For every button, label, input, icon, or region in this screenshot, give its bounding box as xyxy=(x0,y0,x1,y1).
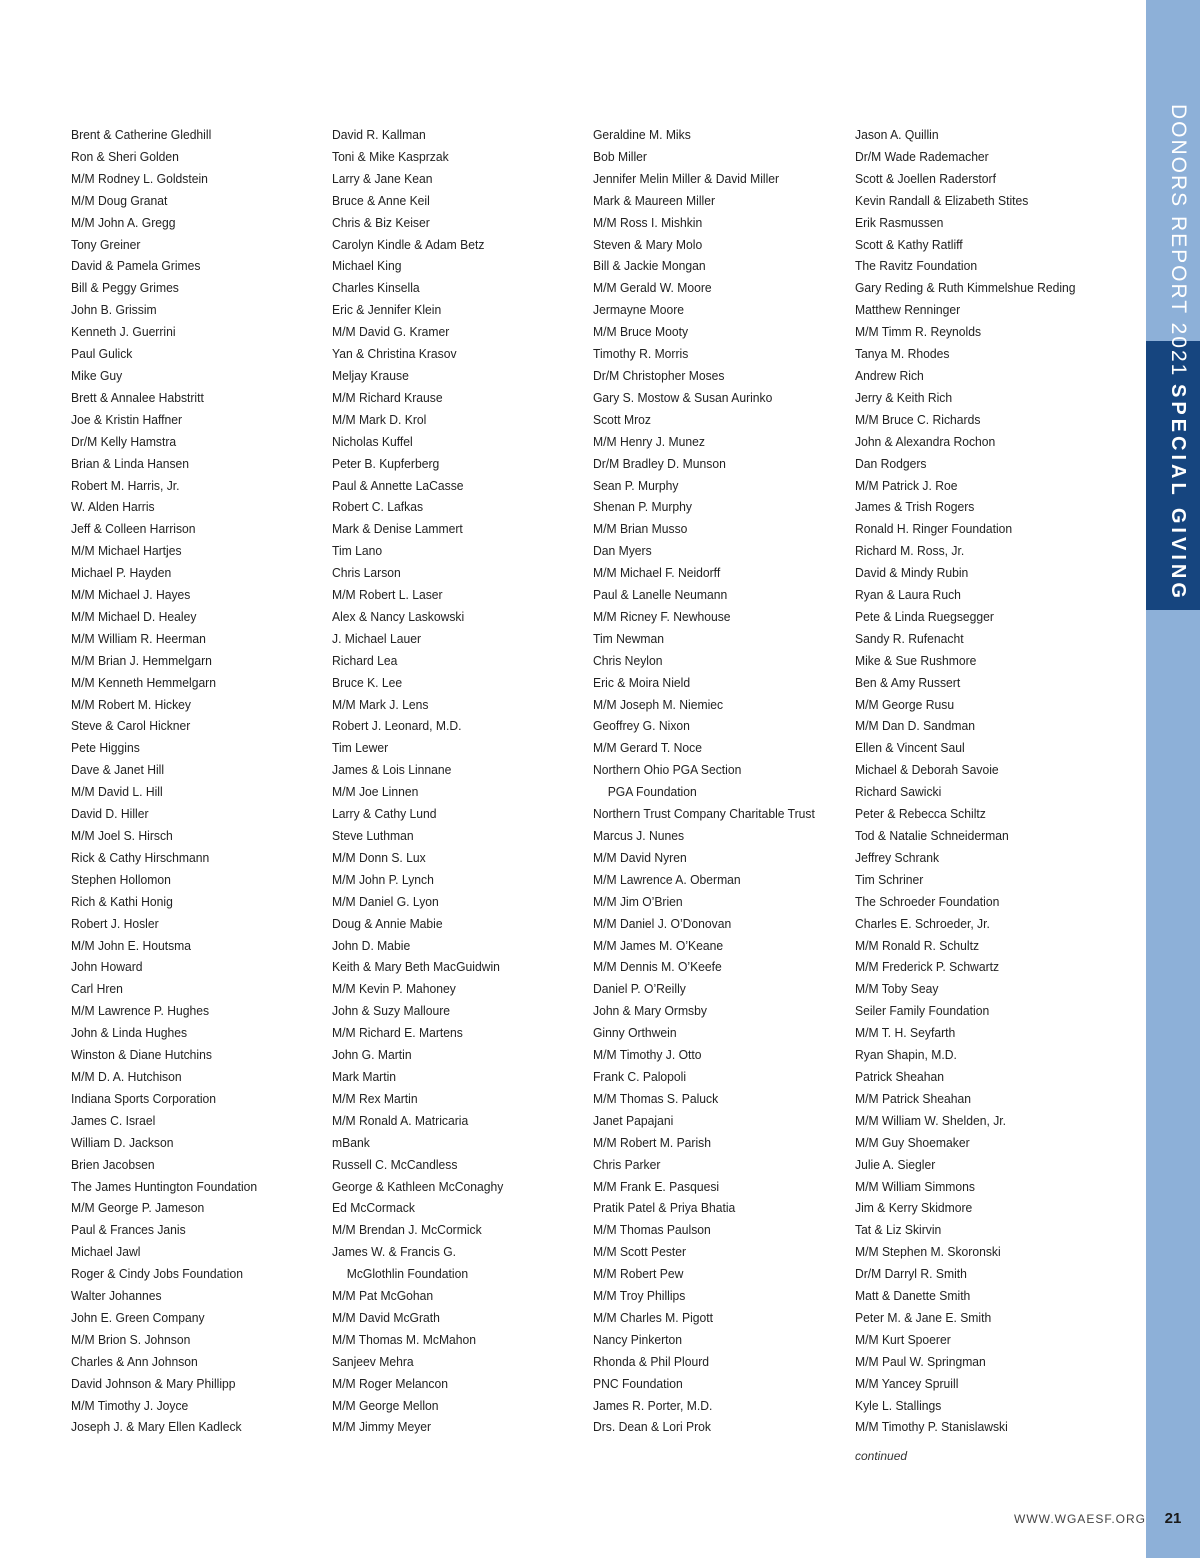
donor-name: Rick & Cathy Hirschmann xyxy=(71,849,210,865)
donor-name: Dr/M Darryl R. Smith xyxy=(855,1266,967,1282)
donor-name: John Howard xyxy=(71,959,143,975)
donor-name: Patrick Sheahan xyxy=(855,1068,945,1084)
donor-name: M/M Frank E. Pasquesi xyxy=(593,1178,720,1194)
report-title: DONORS REPORT 2021 xyxy=(1167,104,1190,378)
donor-name: M/M David G. Kramer xyxy=(332,324,450,340)
donor-name: Nicholas Kuffel xyxy=(332,433,413,449)
donor-name: McGlothlin Foundation xyxy=(346,1266,469,1282)
donor-name: M/M William R. Heerman xyxy=(71,630,206,646)
donor-name: Charles Kinsella xyxy=(332,280,420,296)
donor-name: Ellen & Vincent Saul xyxy=(855,740,965,756)
donor-name: Joseph J. & Mary Ellen Kadleck xyxy=(71,1419,242,1435)
donor-name: Dan Rodgers xyxy=(855,455,927,471)
donor-name: Tat & Liz Skirvin xyxy=(855,1222,942,1238)
donor-name: Richard Lea xyxy=(332,652,398,668)
donor-name: Larry & Cathy Lund xyxy=(332,806,437,822)
donor-name: M/M Guy Shoemaker xyxy=(855,1134,970,1150)
donor-name: M/M John P. Lynch xyxy=(332,871,434,887)
donor-name: M/M Troy Phillips xyxy=(593,1288,686,1304)
donor-name: Ron & Sheri Golden xyxy=(71,148,179,164)
donor-name: Ben & Amy Russert xyxy=(855,674,961,690)
donor-name: Kenneth J. Guerrini xyxy=(71,324,176,340)
donor-name: Richard M. Ross, Jr. xyxy=(855,543,965,559)
donor-name: M/M Charles M. Pigott xyxy=(593,1309,714,1325)
donor-name: Matthew Renninger xyxy=(855,302,961,318)
donor-name: Sandy R. Rufenacht xyxy=(855,630,964,646)
donor-name: M/M Ronald R. Schultz xyxy=(855,937,980,953)
donor-name: Ginny Orthwein xyxy=(593,1025,677,1041)
donor-name: Bill & Peggy Grimes xyxy=(71,280,179,296)
donor-name: Mike & Sue Rushmore xyxy=(855,652,977,668)
donor-name: M/M Gerard T. Noce xyxy=(593,740,703,756)
donor-column-2 xyxy=(332,124,503,1438)
donor-name: M/M Thomas S. Paluck xyxy=(593,1090,719,1106)
donor-name: Timothy R. Morris xyxy=(593,346,689,362)
donor-name: M/M Kurt Spoerer xyxy=(855,1331,951,1347)
donor-name: M/M Kenneth Hemmelgarn xyxy=(71,674,216,690)
donor-name: M/M Michael J. Hayes xyxy=(71,587,191,603)
donor-name: M/M Ronald A. Matricaria xyxy=(332,1112,469,1128)
donor-name: Dr/M Bradley D. Munson xyxy=(593,455,726,471)
donor-name: Robert C. Lafkas xyxy=(332,499,424,515)
donor-name: Steven & Mary Molo xyxy=(593,236,703,252)
page-number: 21 xyxy=(1164,1510,1182,1527)
donor-name: Carl Hren xyxy=(71,981,123,997)
donor-name: Pete & Linda Ruegsegger xyxy=(855,608,994,624)
donor-name: Jim & Kerry Skidmore xyxy=(855,1200,973,1216)
donor-name: Larry & Jane Kean xyxy=(332,170,433,186)
donor-name: Bruce K. Lee xyxy=(332,674,403,690)
donor-name: M/M Yancey Spruill xyxy=(855,1375,959,1391)
donor-name: The Schroeder Foundation xyxy=(855,893,1000,909)
donor-name: M/M David McGrath xyxy=(332,1309,440,1325)
donor-name: Bill & Jackie Mongan xyxy=(593,258,706,274)
donor-name: Frank C. Palopoli xyxy=(593,1068,687,1084)
donor-name: M/M John A. Gregg xyxy=(71,214,176,230)
donor-name: Stephen Hollomon xyxy=(71,871,171,887)
donor-name: Nancy Pinkerton xyxy=(593,1331,683,1347)
donor-name: Jerry & Keith Rich xyxy=(855,389,953,405)
donor-name: M/M Kevin P. Mahoney xyxy=(332,981,456,997)
donor-name: M/M Michael Hartjes xyxy=(71,543,182,559)
donor-name: M/M Joseph M. Niemiec xyxy=(593,696,724,712)
donor-name: Toni & Mike Kasprzak xyxy=(332,148,449,164)
donor-name: Chris Larson xyxy=(332,565,401,581)
donor-name: M/M Donn S. Lux xyxy=(332,849,426,865)
donor-name: Jeff & Colleen Harrison xyxy=(71,521,196,537)
donor-name: M/M George P. Jameson xyxy=(71,1200,205,1216)
section-title: SPECIAL GIVING xyxy=(1167,384,1189,602)
donor-name: Brett & Annalee Habstritt xyxy=(71,389,204,405)
donor-name: Steve Luthman xyxy=(332,828,414,843)
donor-name: Peter M. & Jane E. Smith xyxy=(855,1309,992,1325)
donor-name: Kyle L. Stallings xyxy=(855,1397,942,1413)
donor-name: M/M Patrick Sheahan xyxy=(855,1090,971,1106)
donor-name: Seiler Family Foundation xyxy=(855,1003,990,1019)
donor-name: M/M Henry J. Munez xyxy=(593,433,705,449)
donor-name: John G. Martin xyxy=(332,1047,412,1063)
donor-name: David & Pamela Grimes xyxy=(71,258,201,274)
donor-name: Eric & Jennifer Klein xyxy=(332,302,442,318)
donor-name: Winston & Diane Hutchins xyxy=(71,1047,212,1063)
donor-name: Dr/M Christopher Moses xyxy=(593,367,725,383)
donor-name: Gary S. Mostow & Susan Aurinko xyxy=(593,389,773,405)
donor-name: Shenan P. Murphy xyxy=(593,499,692,515)
donor-name: M/M Michael D. Healey xyxy=(71,608,197,624)
donor-name: Dr/M Wade Rademacher xyxy=(855,148,989,164)
donor-name: Brien Jacobsen xyxy=(71,1156,155,1172)
donor-name: M/M George Mellon xyxy=(332,1397,439,1413)
donor-name: Charles & Ann Johnson xyxy=(71,1353,198,1369)
donor-name: M/M Robert L. Laser xyxy=(332,587,443,603)
donor-name: M/M Pat McGohan xyxy=(332,1288,434,1304)
donor-name: Dave & Janet Hill xyxy=(71,762,165,778)
donor-name: Northern Trust Company Charitable Trust xyxy=(593,806,815,822)
donor-name: Michael King xyxy=(332,258,402,274)
donor-name: Daniel P. O’Reilly xyxy=(593,981,686,997)
donor-name: Michael P. Hayden xyxy=(71,565,172,581)
donor-name: Richard Sawicki xyxy=(855,784,942,800)
donor-name: John & Suzy Malloure xyxy=(332,1003,451,1019)
donor-name: M/M Robert M. Parish xyxy=(593,1134,711,1150)
donor-name: Gary Reding & Ruth Kimmelshue Reding xyxy=(855,280,1076,296)
donor-name: Mark & Maureen Miller xyxy=(593,192,716,208)
donor-name: M/M William Simmons xyxy=(855,1178,975,1194)
donor-name: M/M Patrick J. Roe xyxy=(855,477,958,493)
donor-name: M/M John E. Houtsma xyxy=(71,937,192,953)
donor-name: M/M Brion S. Johnson xyxy=(71,1331,191,1347)
donor-name: M/M Lawrence A. Oberman xyxy=(593,871,741,887)
donor-name: Walter Johannes xyxy=(71,1288,162,1304)
donor-name: M/M Rodney L. Goldstein xyxy=(71,170,208,186)
donor-name: mBank xyxy=(332,1134,370,1150)
donor-name: Geoffrey G. Nixon xyxy=(593,718,690,734)
donor-name: M/M Brendan J. McCormick xyxy=(332,1222,482,1238)
donor-name: PNC Foundation xyxy=(593,1375,683,1391)
donor-name: Scott Mroz xyxy=(593,411,651,427)
donor-name: M/M Toby Seay xyxy=(855,981,939,997)
donor-name: Chris Neylon xyxy=(593,652,663,668)
donor-name: M/M Daniel J. O’Donovan xyxy=(593,915,732,931)
donor-name: Roger & Cindy Jobs Foundation xyxy=(71,1266,243,1282)
donor-name: M/M Joel S. Hirsch xyxy=(71,828,173,843)
donor-name: Tony Greiner xyxy=(71,236,141,252)
donor-name: Mark Martin xyxy=(332,1068,397,1084)
donor-name: Robert J. Leonard, M.D. xyxy=(332,718,462,734)
donor-name: Dan Myers xyxy=(593,543,652,559)
donor-name: Paul & Frances Janis xyxy=(71,1222,186,1238)
donor-name: Jermayne Moore xyxy=(593,302,685,318)
donor-name: Eric & Moira Nield xyxy=(593,674,691,690)
donor-name: M/M Jim O’Brien xyxy=(593,893,683,909)
donor-name: Sanjeev Mehra xyxy=(332,1353,414,1369)
donor-name: Kevin Randall & Elizabeth Stites xyxy=(855,192,1029,208)
donor-name: Michael Jawl xyxy=(71,1244,141,1260)
donor-name: Tod & Natalie Schneiderman xyxy=(855,828,1009,843)
donor-name: M/M David Nyren xyxy=(593,849,687,865)
donor-name: J. Michael Lauer xyxy=(332,630,422,646)
donor-name: M/M Robert M. Hickey xyxy=(71,696,192,712)
donor-name: Jennifer Melin Miller & David Miller xyxy=(593,170,780,186)
donor-name: Erik Rasmussen xyxy=(855,214,944,230)
donor-name: M/M Richard Krause xyxy=(332,389,443,405)
donor-name: M/M James M. O’Keane xyxy=(593,937,724,953)
donor-name: M/M Timothy J. Joyce xyxy=(71,1397,189,1413)
donor-name: M/M Doug Granat xyxy=(71,192,168,208)
donor-name: M/M Roger Melancon xyxy=(332,1375,448,1391)
donor-name: John B. Grissim xyxy=(71,302,157,318)
donor-name: Michael & Deborah Savoie xyxy=(855,762,999,778)
donor-name: Paul & Lanelle Neumann xyxy=(593,587,728,603)
donor-name: M/M Timothy J. Otto xyxy=(593,1047,702,1063)
donor-name: M/M Jimmy Meyer xyxy=(332,1419,432,1435)
donor-name: Ed McCormack xyxy=(332,1200,415,1216)
donor-name: M/M Bruce Mooty xyxy=(593,324,689,340)
donor-name: M/M Thomas M. McMahon xyxy=(332,1331,477,1347)
donor-name: Andrew Rich xyxy=(855,367,924,383)
donor-name: Sean P. Murphy xyxy=(593,477,679,493)
donor-name: M/M George Rusu xyxy=(855,696,955,712)
donor-name: Chris Parker xyxy=(593,1156,661,1172)
donor-name: Carolyn Kindle & Adam Betz xyxy=(332,236,485,252)
donor-name: M/M Timothy P. Stanislawski xyxy=(855,1419,1008,1435)
donor-name: M/M Ross I. Mishkin xyxy=(593,214,703,230)
donor-name: Bob Miller xyxy=(593,148,647,164)
donor-name: Jeffrey Schrank xyxy=(855,849,940,865)
donor-name: M/M Ricney F. Newhouse xyxy=(593,608,731,624)
donor-name: James C. Israel xyxy=(71,1112,156,1128)
donor-name: Mike Guy xyxy=(71,367,123,383)
donor-name: Meljay Krause xyxy=(332,367,409,383)
donor-name: The James Huntington Foundation xyxy=(71,1178,258,1194)
donor-name: David R. Kallman xyxy=(332,127,426,142)
donor-name: David D. Hiller xyxy=(71,806,149,822)
donor-name: James & Lois Linnane xyxy=(332,762,452,778)
donor-name: Joe & Kristin Haffner xyxy=(71,411,183,427)
donor-name: David & Mindy Rubin xyxy=(855,565,969,581)
donor-name: John E. Green Company xyxy=(71,1309,205,1325)
donor-name: Robert M. Harris, Jr. xyxy=(71,477,180,493)
donor-name: James W. & Francis G. xyxy=(332,1244,457,1260)
donor-column-1 xyxy=(71,124,257,1438)
donor-name: Ronald H. Ringer Foundation xyxy=(855,521,1013,537)
donor-name: M/M Thomas Paulson xyxy=(593,1222,711,1238)
donor-name: Marcus J. Nunes xyxy=(593,828,685,843)
donor-name: Steve & Carol Hickner xyxy=(71,718,191,734)
donor-name: M/M Timm R. Reynolds xyxy=(855,324,982,340)
donor-name: M/M Richard E. Martens xyxy=(332,1025,463,1041)
donor-name: David Johnson & Mary Phillipp xyxy=(71,1375,236,1391)
donor-name: Yan & Christina Krasov xyxy=(332,346,457,362)
donor-name: M/M Scott Pester xyxy=(593,1244,687,1260)
donor-name: M/M Lawrence P. Hughes xyxy=(71,1003,210,1019)
donor-name: PGA Foundation xyxy=(607,784,697,800)
donor-name: M/M T. H. Seyfarth xyxy=(855,1025,956,1041)
donor-name: Rich & Kathi Honig xyxy=(71,893,173,909)
donor-name: Tim Newman xyxy=(593,630,665,646)
donor-name: Jason A. Quillin xyxy=(855,127,939,142)
donor-name: M/M Bruce C. Richards xyxy=(855,411,981,427)
donor-name: Chris & Biz Keiser xyxy=(332,214,430,230)
donor-name: W. Alden Harris xyxy=(71,499,155,515)
donor-name: Tanya M. Rhodes xyxy=(855,346,950,362)
donor-name: Doug & Annie Mabie xyxy=(332,915,443,931)
donor-name: Pratik Patel & Priya Bhatia xyxy=(593,1200,736,1216)
donor-name: M/M William W. Shelden, Jr. xyxy=(855,1112,1007,1128)
donor-name: John D. Mabie xyxy=(332,937,411,953)
donor-name: M/M Rex Martin xyxy=(332,1090,418,1106)
donor-name: M/M Gerald W. Moore xyxy=(593,280,712,296)
donor-name: M/M Brian J. Hemmelgarn xyxy=(71,652,212,668)
donor-name: Brian & Linda Hansen xyxy=(71,455,190,471)
donor-name: M/M D. A. Hutchison xyxy=(71,1068,182,1084)
donor-name: Robert J. Hosler xyxy=(71,915,159,931)
donor-name: Rhonda & Phil Plourd xyxy=(593,1353,710,1369)
donor-name: M/M Mark J. Lens xyxy=(332,696,429,712)
donor-column-4 xyxy=(855,124,1076,1438)
donor-name: Mark & Denise Lammert xyxy=(332,521,463,537)
donor-name: M/M Joe Linnen xyxy=(332,784,419,800)
donor-name: John & Alexandra Rochon xyxy=(855,433,996,449)
donor-name: Keith & Mary Beth MacGuidwin xyxy=(332,959,500,975)
donor-name: M/M Michael F. Neidorff xyxy=(593,565,721,581)
donor-name: Drs. Dean & Lori Prok xyxy=(593,1419,712,1435)
donor-name: William D. Jackson xyxy=(71,1134,174,1150)
donor-name: James R. Porter, M.D. xyxy=(593,1397,713,1413)
donor-name: M/M Dennis M. O’Keefe xyxy=(593,959,722,975)
donor-name: M/M Robert Pew xyxy=(593,1266,684,1282)
donor-name: Paul & Annette LaCasse xyxy=(332,477,464,493)
donor-name: Peter & Rebecca Schiltz xyxy=(855,806,986,822)
donor-name: Ryan & Laura Ruch xyxy=(855,587,961,603)
donor-name: Julie A. Siegler xyxy=(855,1156,936,1172)
donor-name: M/M Frederick P. Schwartz xyxy=(855,959,1000,975)
donor-name: Pete Higgins xyxy=(71,740,140,756)
donor-name: John & Mary Ormsby xyxy=(593,1003,707,1019)
donor-name: Dr/M Kelly Hamstra xyxy=(71,433,177,449)
donor-name: Scott & Joellen Raderstorf xyxy=(855,170,996,186)
donor-name: M/M Brian Musso xyxy=(593,521,688,537)
donor-name: The Ravitz Foundation xyxy=(855,258,978,274)
donor-name: Paul Gulick xyxy=(71,346,133,362)
donor-name: Brent & Catherine Gledhill xyxy=(71,127,212,142)
website-url: WWW.WGAESF.ORG xyxy=(1014,1512,1146,1526)
donor-name: Scott & Kathy Ratliff xyxy=(855,236,963,252)
donor-name: James & Trish Rogers xyxy=(855,499,975,515)
donor-name: Russell C. McCandless xyxy=(332,1156,458,1172)
donor-column-3 xyxy=(593,124,815,1438)
donor-name: Geraldine M. Miks xyxy=(593,127,691,142)
donor-name: Tim Lano xyxy=(332,543,383,559)
donor-name: Janet Papajani xyxy=(593,1112,674,1128)
donor-name: M/M Mark D. Krol xyxy=(332,411,427,427)
donor-name: Ryan Shapin, M.D. xyxy=(855,1047,957,1063)
donor-name: Northern Ohio PGA Section xyxy=(593,762,742,778)
donor-name: M/M Stephen M. Skoronski xyxy=(855,1244,1001,1260)
donor-name: Peter B. Kupferberg xyxy=(332,455,440,471)
donor-name: John & Linda Hughes xyxy=(71,1025,188,1041)
donor-name: M/M David L. Hill xyxy=(71,784,163,800)
donor-name: Tim Lewer xyxy=(332,740,389,756)
donor-name: Alex & Nancy Laskowski xyxy=(332,608,465,624)
donor-name: Charles E. Schroeder, Jr. xyxy=(855,915,990,931)
continued-note: continued xyxy=(855,1449,908,1463)
donor-name: Tim Schriner xyxy=(855,871,924,887)
donor-name: Indiana Sports Corporation xyxy=(71,1090,217,1106)
donor-name: M/M Paul W. Springman xyxy=(855,1353,986,1369)
donor-name: Bruce & Anne Keil xyxy=(332,192,430,208)
donor-name: Matt & Danette Smith xyxy=(855,1288,971,1304)
donor-name: M/M Dan D. Sandman xyxy=(855,718,976,734)
donor-name: M/M Daniel G. Lyon xyxy=(332,893,439,909)
donor-name: George & Kathleen McConaghy xyxy=(332,1178,504,1194)
